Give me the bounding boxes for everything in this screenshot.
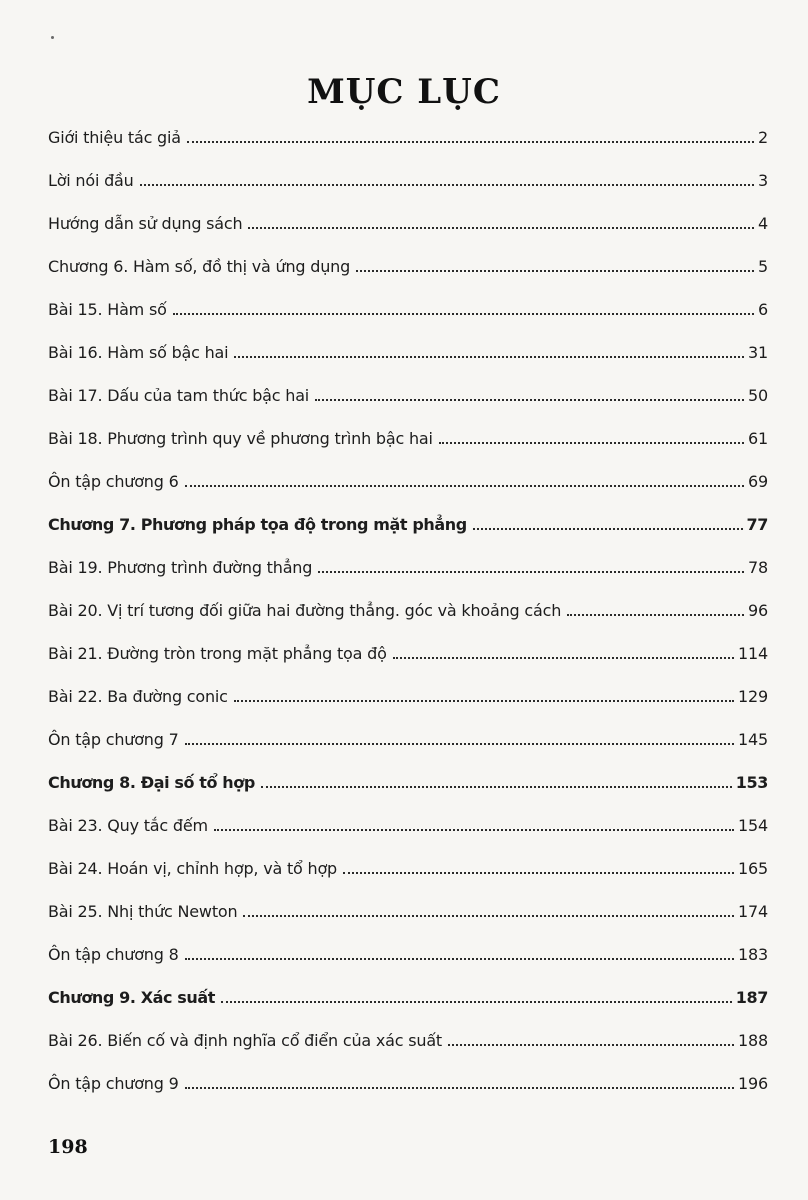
toc-entry-title: Lời nói đầu: [48, 171, 134, 190]
dot-leader: [185, 485, 744, 487]
toc-entry-title: Bài 20. Vị trí tương đối giữa hai đường thẳng. góc và khoảng cách: [48, 601, 562, 620]
toc-entry-title: Bài 17. Dấu của tam thức bậc hai: [48, 386, 310, 405]
toc-entry-page: 196: [738, 1074, 768, 1093]
dot-leader: [448, 1044, 734, 1046]
toc-entry-page: 96: [748, 601, 768, 620]
toc-entry: [48, 847, 768, 890]
page-number: 198: [48, 1136, 88, 1158]
dot-leader: [173, 313, 754, 315]
toc-entry-title: Hướng dẫn sử dụng sách: [48, 214, 243, 233]
dot-leader: [248, 227, 754, 229]
toc-entry-title: Bài 26. Biến cố và định nghĩa cổ điển của xác suất: [48, 1031, 442, 1050]
dot-leader: [261, 786, 732, 788]
toc-entry-title: Chương 6. Hàm số, đồ thị và ứng dụng: [48, 257, 351, 276]
dot-leader: [318, 571, 744, 573]
toc-entry-title: Bài 24. Hoán vị, chỉnh hợp, và tổ hợp: [48, 859, 337, 878]
dot-leader: [185, 743, 734, 745]
toc-entry-page: 165: [738, 859, 768, 878]
dot-leader: [140, 184, 754, 186]
scan-speck: [51, 36, 54, 39]
dot-leader: [356, 270, 754, 272]
toc-entry: [48, 417, 768, 460]
dot-leader: [315, 399, 744, 401]
toc-entry: [48, 718, 768, 761]
toc-entry: [48, 589, 768, 632]
toc-entry: [48, 503, 768, 546]
toc-entry-page: 153: [735, 773, 768, 792]
table-of-contents: [48, 116, 768, 1105]
toc-entry: [48, 675, 768, 718]
toc-entry: [48, 116, 768, 159]
toc-entry-title: Bài 18. Phương trình quy về phương trình bậc hai: [48, 429, 433, 448]
toc-entry-page: 114: [738, 644, 768, 663]
toc-entry-title: Ôn tập chương 6: [48, 472, 179, 491]
toc-entry: [48, 1019, 768, 1062]
dot-leader: [393, 657, 734, 659]
toc-entry-title: Ôn tập chương 9: [48, 1074, 179, 1093]
toc-entry: [48, 374, 768, 417]
toc-entry-title: Bài 16. Hàm số bậc hai: [48, 343, 229, 362]
toc-entry-title: Bài 23. Quy tắc đếm: [48, 816, 208, 835]
dot-leader: [473, 528, 743, 530]
toc-entry-page: 183: [738, 945, 768, 964]
toc-entry-page: 61: [748, 429, 768, 448]
dot-leader: [439, 442, 744, 444]
toc-entry: [48, 245, 768, 288]
toc-entry-title: Bài 21. Đường tròn trong mặt phẳng tọa độ: [48, 644, 387, 663]
dot-leader: [567, 614, 744, 616]
toc-entry-page: 188: [738, 1031, 768, 1050]
toc-entry-page: 187: [735, 988, 768, 1007]
toc-entry-title: Bài 19. Phương trình đường thẳng: [48, 558, 313, 577]
toc-entry-page: 4: [758, 214, 768, 233]
dot-leader: [343, 872, 734, 874]
toc-entry-page: 174: [738, 902, 768, 921]
toc-entry: [48, 890, 768, 933]
toc-entry: [48, 331, 768, 374]
toc-entry: [48, 546, 768, 589]
toc-entry: [48, 632, 768, 675]
toc-entry: [48, 288, 768, 331]
toc-entry-page: 31: [748, 343, 768, 362]
dot-leader: [185, 1087, 734, 1089]
toc-entry-page: 6: [758, 300, 768, 319]
toc-entry: [48, 804, 768, 847]
toc-entry-title: Chương 8. Đại số tổ hợp: [48, 773, 255, 792]
dot-leader: [234, 700, 734, 702]
toc-entry-title: Bài 22. Ba đường conic: [48, 687, 228, 706]
dot-leader: [185, 958, 734, 960]
dot-leader: [221, 1001, 732, 1003]
toc-entry-page: 154: [738, 816, 768, 835]
toc-entry-page: 129: [738, 687, 768, 706]
page-title: MỤC LỤC: [307, 72, 501, 112]
toc-entry-page: 77: [746, 515, 768, 534]
toc-entry-title: Ôn tập chương 8: [48, 945, 179, 964]
toc-entry: [48, 460, 768, 503]
toc-entry-title: Chương 7. Phương pháp tọa độ trong mặt phẳng: [48, 515, 467, 534]
dot-leader: [214, 829, 734, 831]
toc-entry-page: 5: [758, 257, 768, 276]
dot-leader: [243, 915, 734, 917]
toc-entry-page: 69: [748, 472, 768, 491]
toc-entry: [48, 202, 768, 245]
toc-entry: [48, 933, 768, 976]
toc-entry: [48, 976, 768, 1019]
toc-entry: [48, 761, 768, 804]
toc-entry-page: 50: [748, 386, 768, 405]
toc-entry-page: 3: [758, 171, 768, 190]
dot-leader: [234, 356, 744, 358]
toc-entry-page: 2: [758, 128, 768, 147]
toc-entry: [48, 1062, 768, 1105]
toc-entry-page: 145: [738, 730, 768, 749]
dot-leader: [187, 141, 754, 143]
toc-entry-title: Bài 25. Nhị thức Newton: [48, 902, 238, 921]
toc-entry: [48, 159, 768, 202]
toc-entry-title: Chương 9. Xác suất: [48, 988, 216, 1007]
toc-entry-page: 78: [748, 558, 768, 577]
toc-entry-title: Giới thiệu tác giả: [48, 128, 181, 147]
toc-entry-title: Ôn tập chương 7: [48, 730, 179, 749]
toc-entry-title: Bài 15. Hàm số: [48, 300, 167, 319]
